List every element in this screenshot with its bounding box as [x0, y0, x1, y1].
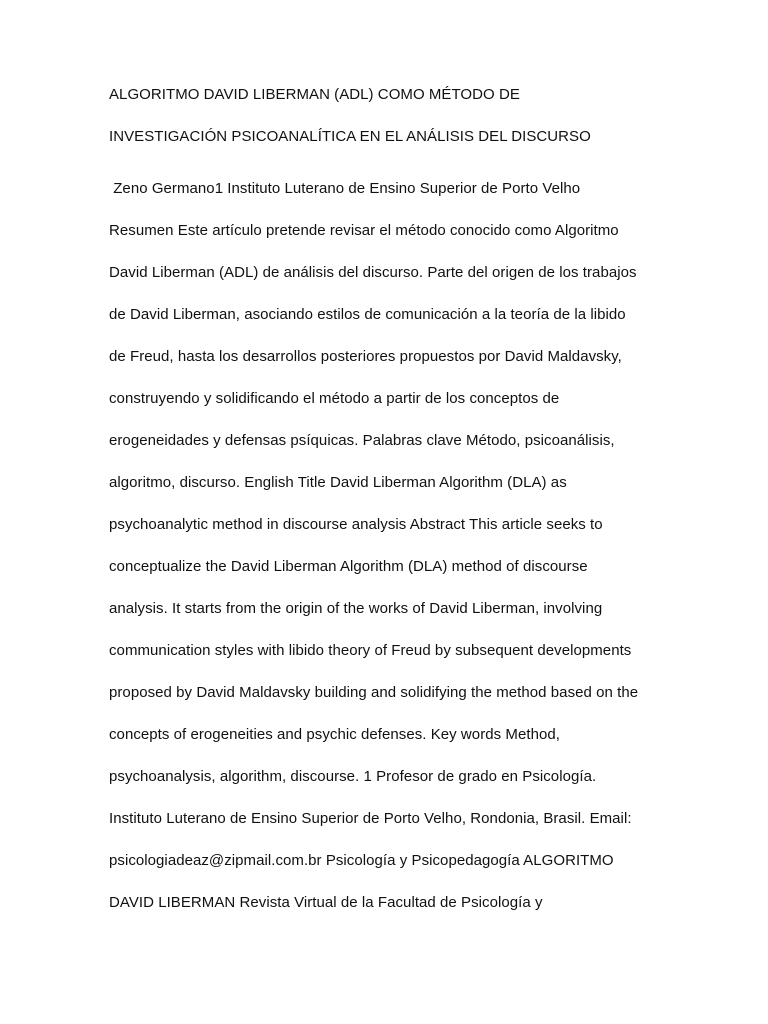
- body-line: construyendo y solidificando el método a partir de los conceptos de: [109, 390, 560, 407]
- body-line: psychoanalytic method in discourse analysis Abstract This article seeks to: [109, 516, 603, 533]
- title-line-1: ALGORITMO DAVID LIBERMAN (ADL) COMO MÉTODO DE: [109, 86, 520, 103]
- body-line: de Freud, hasta los desarrollos posteriores propuestos por David Maldavsky,: [109, 348, 622, 365]
- body-line: de David Liberman, asociando estilos de comunicación a la teoría de la libido: [109, 306, 626, 323]
- body-line: Instituto Luterano de Ensino Superior de Porto Velho, Rondonia, Brasil. Email:: [109, 810, 632, 827]
- body-line: concepts of erogeneities and psychic defenses. Key words Method,: [109, 726, 560, 743]
- title-line-2: INVESTIGACIÓN PSICOANALÍTICA EN EL ANÁLISIS DEL DISCURSO: [109, 128, 591, 145]
- body-line: communication styles with libido theory of Freud by subsequent developments: [109, 642, 632, 659]
- body-line: psicologiadeaz@zipmail.com.br Psicología y Psicopedagogía ALGORITMO: [109, 852, 614, 869]
- body-line: analysis. It starts from the origin of the works of David Liberman, involving: [109, 600, 603, 617]
- body-line: algoritmo, discurso. English Title David Liberman Algorithm (DLA) as: [109, 474, 567, 491]
- body-line: proposed by David Maldavsky building and solidifying the method based on the: [109, 684, 639, 701]
- body-line: David Liberman (ADL) de análisis del discurso. Parte del origen de los trabajos: [109, 264, 637, 281]
- body-line: psychoanalysis, algorithm, discourse. 1 Profesor de grado en Psicología.: [109, 768, 597, 785]
- body-line: erogeneidades y defensas psíquicas. Palabras clave Método, psicoanálisis,: [109, 432, 615, 449]
- body-line: Resumen Este artículo pretende revisar el método conocido como Algoritmo: [109, 222, 619, 239]
- body-line: DAVID LIBERMAN Revista Virtual de la Facultad de Psicología y: [109, 894, 543, 911]
- author-affiliation-line: Zeno Germano1 Instituto Luterano de Ensino Superior de Porto Velho: [109, 180, 581, 197]
- body-line: conceptualize the David Liberman Algorithm (DLA) method of discourse: [109, 558, 588, 575]
